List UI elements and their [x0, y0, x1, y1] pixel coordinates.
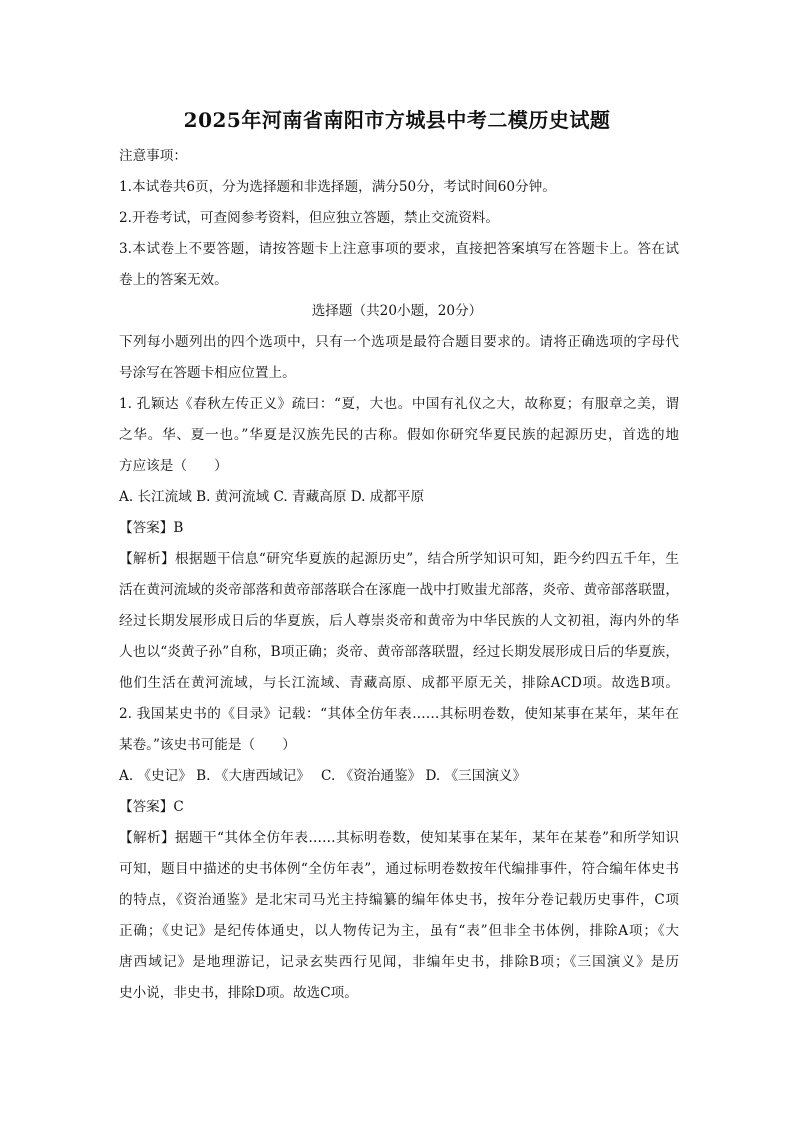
question-1-analysis-line-4: 人也以“炎黄子孙”自称，B项正确；炎帝、黄帝部落联盟，经过长期发展形成日后的华夏族， — [119, 644, 679, 660]
question-2-analysis-line-3: 的特点，《资治通鉴》是北宋司马光主持编纂的编年体史书，按年分卷记载历史事件，C项 — [119, 892, 679, 908]
question-2-analysis-line-5: 唐西域记》是地理游记，记录玄奘西行见闻，非编年史书，排除B项；《三国演义》是历 — [119, 954, 679, 970]
question-2-analysis-line-4: 正确；《史记》是纪传体通史，以人物传记为主，虽有“表”但非全书体例，排除A项；《大 — [119, 923, 679, 939]
question-2-analysis-line-6: 史小说，非史书，排除D项。故选C项。 — [119, 985, 358, 1001]
question-2-options: A. 《史记》 B. 《大唐西域记》 C. 《资治通鉴》 D. 《三国演义》 — [119, 768, 527, 784]
question-1-options: A. 长江流域 B. 黄河流域 C. 青藏高原 D. 成都平原 — [119, 489, 425, 505]
question-2-answer: 【答案】C — [119, 799, 184, 815]
notice-item-3-line-1: 3.本试卷上不要答题，请按答题卡上注意事项的要求，直接把答案填写在答题卡上。答在试 — [119, 241, 679, 257]
question-2-analysis-line-2: 可知，题目中描述的史书体例“全仿年表”，通过标明卷数按年代编排事件，符合编年体史书 — [119, 861, 679, 877]
question-2-analysis-line-1: 【解析】据题干“其体全仿年表……其标明卷数，使知某事在某年，某年在某卷”和所学知识 — [119, 830, 679, 846]
notice-item-2: 2.开卷考试，可查阅参考资料，但应独立答题，禁止交流资料。 — [119, 210, 499, 226]
question-2-line-1: 2. 我国某史书的《目录》记载：“其体全仿年表……其标明卷数，使知某事在某年，某年在 — [119, 706, 679, 722]
question-1-line-1: 1. 孔颖达《春秋左传正义》疏曰：“夏，大也。中国有礼仪之大，故称夏；有服章之美，谓 — [119, 396, 679, 412]
question-1-analysis-line-3: 经过长期发展形成日后的华夏族，后人尊崇炎帝和黄帝为中华民族的人文初祖，海内外的华 — [119, 613, 679, 629]
page-title: 2025年河南省南阳市方城县中考二模历史试题 — [183, 108, 611, 132]
section-heading: 选择题（共20小题，20分） — [311, 303, 483, 319]
section-intro-line-1: 下列每小题列出的四个选项中，只有一个选项是最符合题目要求的。请将正确选项的字母代 — [119, 334, 679, 350]
question-1-line-3: 方应该是（ ） — [119, 458, 228, 474]
question-1-analysis-line-1: 【解析】根据题干信息“研究华夏族的起源历史”，结合所学知识可知，距今约四五千年，生 — [119, 551, 679, 567]
question-1-answer: 【答案】B — [119, 520, 184, 536]
notice-heading: 注意事项： — [119, 148, 187, 164]
question-1-analysis-line-5: 他们生活在黄河流域，与长江流域、青藏高原、成都平原无关，排除ACD项。故选B项。 — [119, 675, 679, 691]
question-2-line-2: 某卷。”该史书可能是（ ） — [119, 737, 296, 753]
notice-item-1: 1.本试卷共6页，分为选择题和非选择题，满分50分，考试时间60分钟。 — [119, 179, 556, 195]
section-intro-line-2: 号涂写在答题卡相应位置上。 — [119, 365, 296, 381]
question-1-line-2: 之华。华、夏一也。”华夏是汉族先民的古称。假如你研究华夏民族的起源历史，首选的地 — [119, 427, 679, 443]
notice-item-3-line-2: 卷上的答案无效。 — [119, 272, 228, 288]
question-1-analysis-line-2: 活在黄河流域的炎帝部落和黄帝部落联合在涿鹿一战中打败蚩尤部落，炎帝、黄帝部落联盟， — [119, 582, 679, 598]
